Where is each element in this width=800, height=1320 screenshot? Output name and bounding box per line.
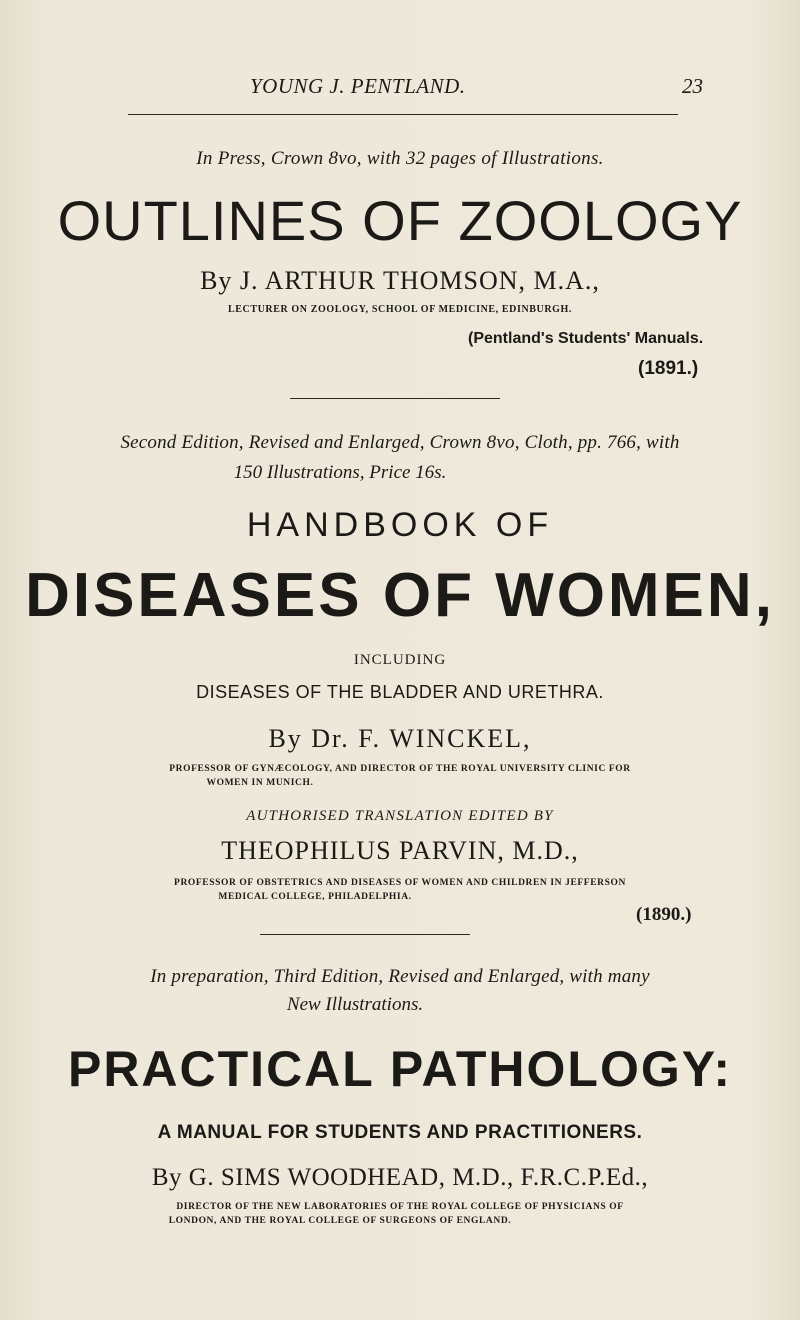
entry3-author: By G. SIMS WOODHEAD, M.D., F.R.C.P.Ed., xyxy=(151,1164,649,1191)
entry2-title-line1: HANDBOOK OF xyxy=(246,506,554,544)
entry2-translation-note: AUTHORISED TRANSLATION EDITED BY xyxy=(246,808,554,824)
entry1-author-credentials: LECTURER ON ZOOLOGY, SCHOOL OF MEDICINE, EDINBURGH. xyxy=(227,304,573,315)
entry3-author-credentials-line2: LONDON, AND THE ROYAL COLLEGE OF SURGEONS OF ENGLAND. xyxy=(168,1216,512,1226)
entry2-including: INCLUDING xyxy=(353,652,447,668)
entry3-announcement-line1: In preparation, Third Edition, Revised and Enlarged, with many xyxy=(150,966,650,987)
entry3-subtitle: A MANUAL FOR STUDENTS AND PRACTITIONERS. xyxy=(157,1122,643,1143)
header-rule xyxy=(128,114,678,115)
entry2-divider xyxy=(260,934,470,935)
entry1-series: (Pentland's Students' Manuals. xyxy=(468,330,704,347)
entry2-editor: THEOPHILUS PARVIN, M.D., xyxy=(221,836,579,865)
entry3-title: PRACTICAL PATHOLOGY: xyxy=(67,1041,733,1097)
entry2-subtitle: DISEASES OF THE BLADDER AND URETHRA. xyxy=(196,682,604,702)
entry1-divider xyxy=(290,398,500,399)
entry1-title: OUTLINES OF ZOOLOGY xyxy=(57,189,743,252)
entry2-editor-credentials-line2: MEDICAL COLLEGE, PHILADELPHIA. xyxy=(218,892,412,902)
page-number: 23 xyxy=(682,74,703,98)
entry2-year: (1890.) xyxy=(636,904,692,925)
entry2-announcement-line2: 150 Illustrations, Price 16s. xyxy=(233,462,447,483)
entry2-author: By Dr. F. WINCKEL, xyxy=(268,724,532,753)
entry2-title-line2: DISEASES OF WOMEN, xyxy=(25,561,775,630)
entry3-announcement-line2: New Illustrations. xyxy=(286,994,424,1015)
entry2-announcement-line1: Second Edition, Revised and Enlarged, Crown 8vo, Cloth, pp. 766, with xyxy=(120,432,680,453)
entry2-author-credentials-line2: WOMEN IN MUNICH. xyxy=(206,778,314,788)
entry2-editor-credentials-line1: PROFESSOR OF OBSTETRICS AND DISEASES OF WOMEN AND CHILDREN IN JEFFERSON xyxy=(174,878,626,888)
entry3-author-credentials-line1: DIRECTOR OF THE NEW LABORATORIES OF THE ROYAL COLLEGE OF PHYSICIANS OF xyxy=(176,1202,624,1212)
entry1-year: (1891.) xyxy=(638,358,699,379)
entry2-author-credentials-line1: PROFESSOR OF GYNÆCOLOGY, AND DIRECTOR OF THE ROYAL UNIVERSITY CLINIC FOR xyxy=(169,764,631,774)
entry1-author: By J. ARTHUR THOMSON, M.A., xyxy=(200,266,600,295)
entry1-announcement: In Press, Crown 8vo, with 32 pages of Illustrations. xyxy=(196,148,604,169)
running-title: YOUNG J. PENTLAND. xyxy=(250,74,466,98)
